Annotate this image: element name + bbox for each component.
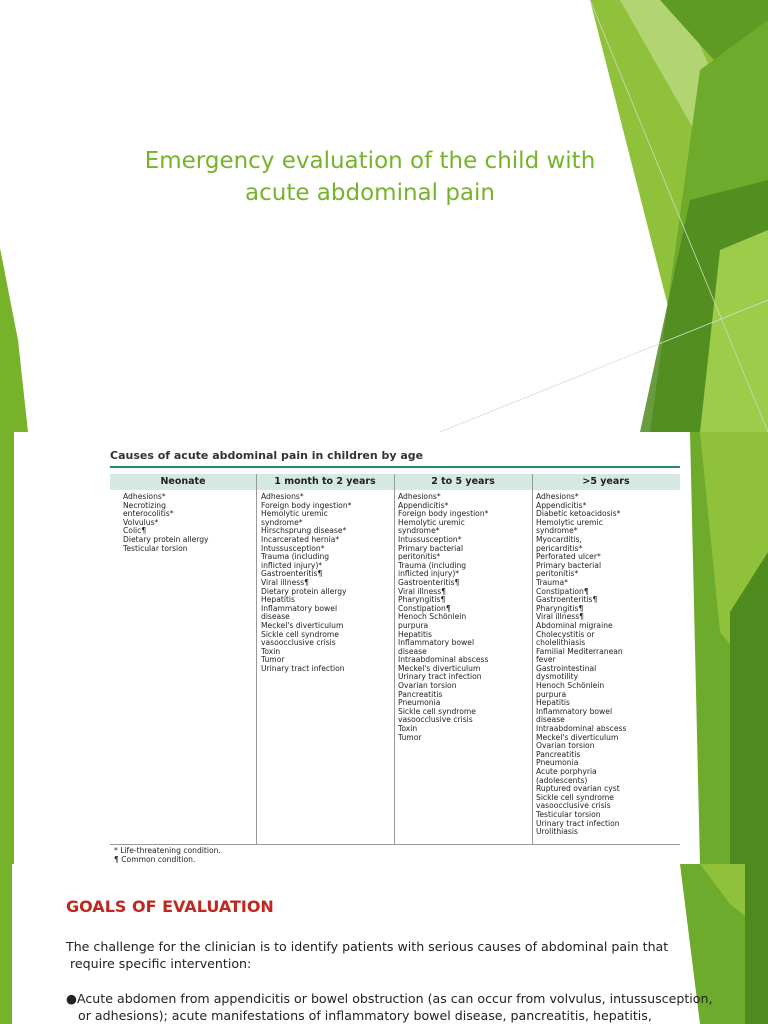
- table-bottom-rule: [110, 844, 680, 845]
- causes-table: [106, 444, 684, 864]
- table-cell: peritonitis*: [536, 569, 579, 579]
- table-top-rule: [110, 466, 680, 468]
- table-cell: Sickle cell syndrome: [398, 706, 476, 716]
- table-cell: Volvulus*: [123, 517, 159, 527]
- table-cell: Intraabdominal abscess: [536, 724, 627, 734]
- table-cell: peritonitis*: [398, 552, 441, 562]
- table-cell: Meckel's diverticulum: [536, 732, 619, 742]
- table-cell: Pneumonia: [398, 698, 441, 708]
- intro-line-1: The challenge for the clinician is to identify patients with serious causes of abdominal pain that: [66, 939, 669, 954]
- table-cell: Sickle cell syndrome: [261, 629, 339, 639]
- table-cell: Hepatitis: [261, 595, 295, 605]
- table-cell: disease: [398, 646, 427, 656]
- table-cell: Dietary protein allergy: [123, 534, 209, 544]
- header-neonate: Neonate: [160, 476, 206, 487]
- table-cell: Constipation¶: [536, 586, 589, 596]
- header-1m-2y: 1 month to 2 years: [274, 476, 376, 487]
- table-cell: Inflammatory bowel: [398, 638, 475, 648]
- table-cell: Primary bacterial: [398, 543, 464, 553]
- table-cell: vasoocclusive crisis: [398, 715, 473, 725]
- table-cell: dysmotility: [536, 672, 579, 682]
- table-cell: Urinary tract infection: [536, 818, 620, 828]
- table-cell: Intraabdominal abscess: [398, 655, 489, 665]
- table-cell: Colic¶: [123, 526, 147, 536]
- table-cell: syndrome*: [261, 517, 303, 527]
- table-cell: Urolithiasis: [536, 827, 578, 837]
- table-cell: Cholecystitis or: [536, 629, 595, 639]
- table-cell: Intussusception*: [261, 543, 325, 553]
- table-cell: Toxin: [398, 724, 418, 734]
- footnote-life-threatening: * Life-threatening condition.: [114, 846, 221, 855]
- table-cell: Sickle cell syndrome: [536, 792, 614, 802]
- table-cell: Trauma (including: [398, 560, 467, 570]
- table-cell: Pharyngitis¶: [536, 603, 584, 613]
- title-line-1: Emergency evaluation of the child with: [144, 148, 596, 174]
- table-cell: Pancreatitis: [398, 689, 443, 699]
- table-cell: Abdominal migraine: [536, 620, 613, 630]
- table-cell: Toxin: [261, 646, 281, 656]
- table-cell: Pancreatitis: [536, 749, 581, 759]
- table-cell: Ovarian torsion: [536, 741, 595, 751]
- table-cell: Necrotizing: [123, 500, 166, 510]
- intro-line-2: require specific intervention:: [66, 956, 252, 971]
- table-cell: Incarcerated hernia*: [261, 534, 340, 544]
- slide-title-text: [110, 145, 630, 209]
- table-cell: Appendicitis*: [398, 500, 449, 510]
- table-cell: vasoocclusive crisis: [536, 801, 611, 811]
- table-cell: Foreign body ingestion*: [261, 500, 352, 510]
- table-cell: fever: [536, 655, 556, 665]
- column-1m-2y: [261, 493, 351, 673]
- table-cell: Hemolytic uremic: [261, 509, 328, 519]
- table-cell: Diabetic ketoacidosis*: [536, 509, 621, 519]
- header-2-5y: 2 to 5 years: [431, 476, 495, 487]
- table-cell: syndrome*: [536, 526, 578, 536]
- table-cell: Hepatitis: [398, 629, 432, 639]
- table-cell: Hemolytic uremic: [536, 517, 603, 527]
- table-cell: Meckel's diverticulum: [398, 663, 481, 673]
- table-cell: Henoch Schönlein: [398, 612, 467, 622]
- bullet-line-2: or adhesions); acute manifestations of inflammatory bowel disease, pancreatitis, hepatitis,: [66, 1008, 652, 1023]
- table-cell: Adhesions*: [123, 492, 166, 501]
- table-cell: Trauma*: [536, 577, 568, 587]
- table-cell: cholelithiasis: [536, 638, 586, 648]
- table-cell: Hepatitis: [536, 698, 570, 708]
- table-cell: Ruptured ovarian cyst: [536, 784, 620, 794]
- table-cell: pericarditis*: [536, 543, 583, 553]
- column-2-5y: [398, 493, 488, 742]
- table-cell: Gastroenteritis¶: [536, 595, 598, 605]
- table-caption: Causes of acute abdominal pain in children by age: [110, 449, 424, 462]
- column-divider: [256, 474, 257, 844]
- table-cell: Viral illness¶: [398, 586, 446, 596]
- table-cell: (adolescents): [536, 775, 588, 785]
- table-cell: Intussusception*: [398, 534, 462, 544]
- table-cell: Inflammatory bowel: [261, 603, 338, 613]
- table-cell: Gastroenteritis¶: [261, 569, 323, 579]
- table-cell: Familial Mediterranean: [536, 646, 623, 656]
- title-line-2: acute abdominal pain: [245, 180, 495, 206]
- table-cell: Pharyngitis¶: [398, 595, 446, 605]
- table-cell: vasoocclusive crisis: [261, 638, 336, 648]
- table-cell: disease: [261, 612, 290, 622]
- table-cell: Hirschsprung disease*: [261, 526, 347, 536]
- table-cell: Perforated ulcer*: [536, 552, 601, 562]
- table-header-row: [110, 474, 680, 490]
- table-cell: inflicted injury)*: [398, 569, 460, 579]
- table-cell: Tumor: [261, 655, 285, 665]
- table-cell: Urinary tract infection: [261, 663, 345, 673]
- table-cell: Gastrointestinal: [536, 663, 597, 673]
- bullet-line-1: ●Acute abdomen from appendicitis or bowel obstruction (as can occur from volvulus, intussusception,: [66, 991, 713, 1006]
- table-cell: Tumor: [398, 732, 422, 742]
- column-divider: [532, 474, 533, 844]
- table-cell: Hemolytic uremic: [398, 517, 465, 527]
- slide-title: [0, 0, 768, 432]
- table-cell: Constipation¶: [398, 603, 451, 613]
- table-cell: Inflammatory bowel: [536, 706, 613, 716]
- goals-heading: GOALS OF EVALUATION: [66, 897, 274, 916]
- table-cell: Foreign body ingestion*: [398, 509, 489, 519]
- table-cell: Dietary protein allergy: [261, 586, 347, 596]
- table-cell: Trauma (including: [261, 552, 330, 562]
- table-cell: Meckel's diverticulum: [261, 620, 344, 630]
- table-cell: Pneumonia: [536, 758, 579, 768]
- table-cell: Myocarditis,: [536, 534, 582, 544]
- slide-table: [0, 432, 768, 864]
- table-cell: Appendicitis*: [536, 500, 587, 510]
- table-cell: Viral illness¶: [261, 577, 309, 587]
- footnote-common: ¶ Common condition.: [114, 855, 196, 864]
- table-cell: Gastroenteritis¶: [398, 577, 460, 587]
- table-cell: Adhesions*: [261, 492, 304, 501]
- column-over-5y: [536, 493, 626, 837]
- column-divider: [394, 474, 395, 844]
- table-cell: inflicted injury)*: [261, 560, 323, 570]
- table-cell: Ovarian torsion: [398, 681, 457, 691]
- table-cell: Viral illness¶: [536, 612, 584, 622]
- column-neonate: [123, 493, 209, 553]
- table-cell: Testicular torsion: [123, 543, 188, 553]
- table-cell: Primary bacterial: [536, 560, 602, 570]
- slide-goals: [0, 864, 768, 1024]
- table-cell: disease: [536, 715, 565, 725]
- table-cell: purpura: [536, 689, 567, 699]
- header-over-5y: >5 years: [582, 476, 630, 487]
- table-cell: Urinary tract infection: [398, 672, 482, 682]
- table-cell: syndrome*: [398, 526, 440, 536]
- table-cell: Acute porphyria: [536, 767, 597, 776]
- green-triangle-decoration: [0, 0, 768, 432]
- table-cell: Testicular torsion: [536, 809, 601, 819]
- table-cell: Adhesions*: [536, 492, 579, 501]
- table-cell: enterocolitis*: [123, 509, 174, 519]
- table-cell: purpura: [398, 620, 429, 630]
- table-cell: Adhesions*: [398, 492, 441, 501]
- table-cell: Henoch Schönlein: [536, 681, 605, 691]
